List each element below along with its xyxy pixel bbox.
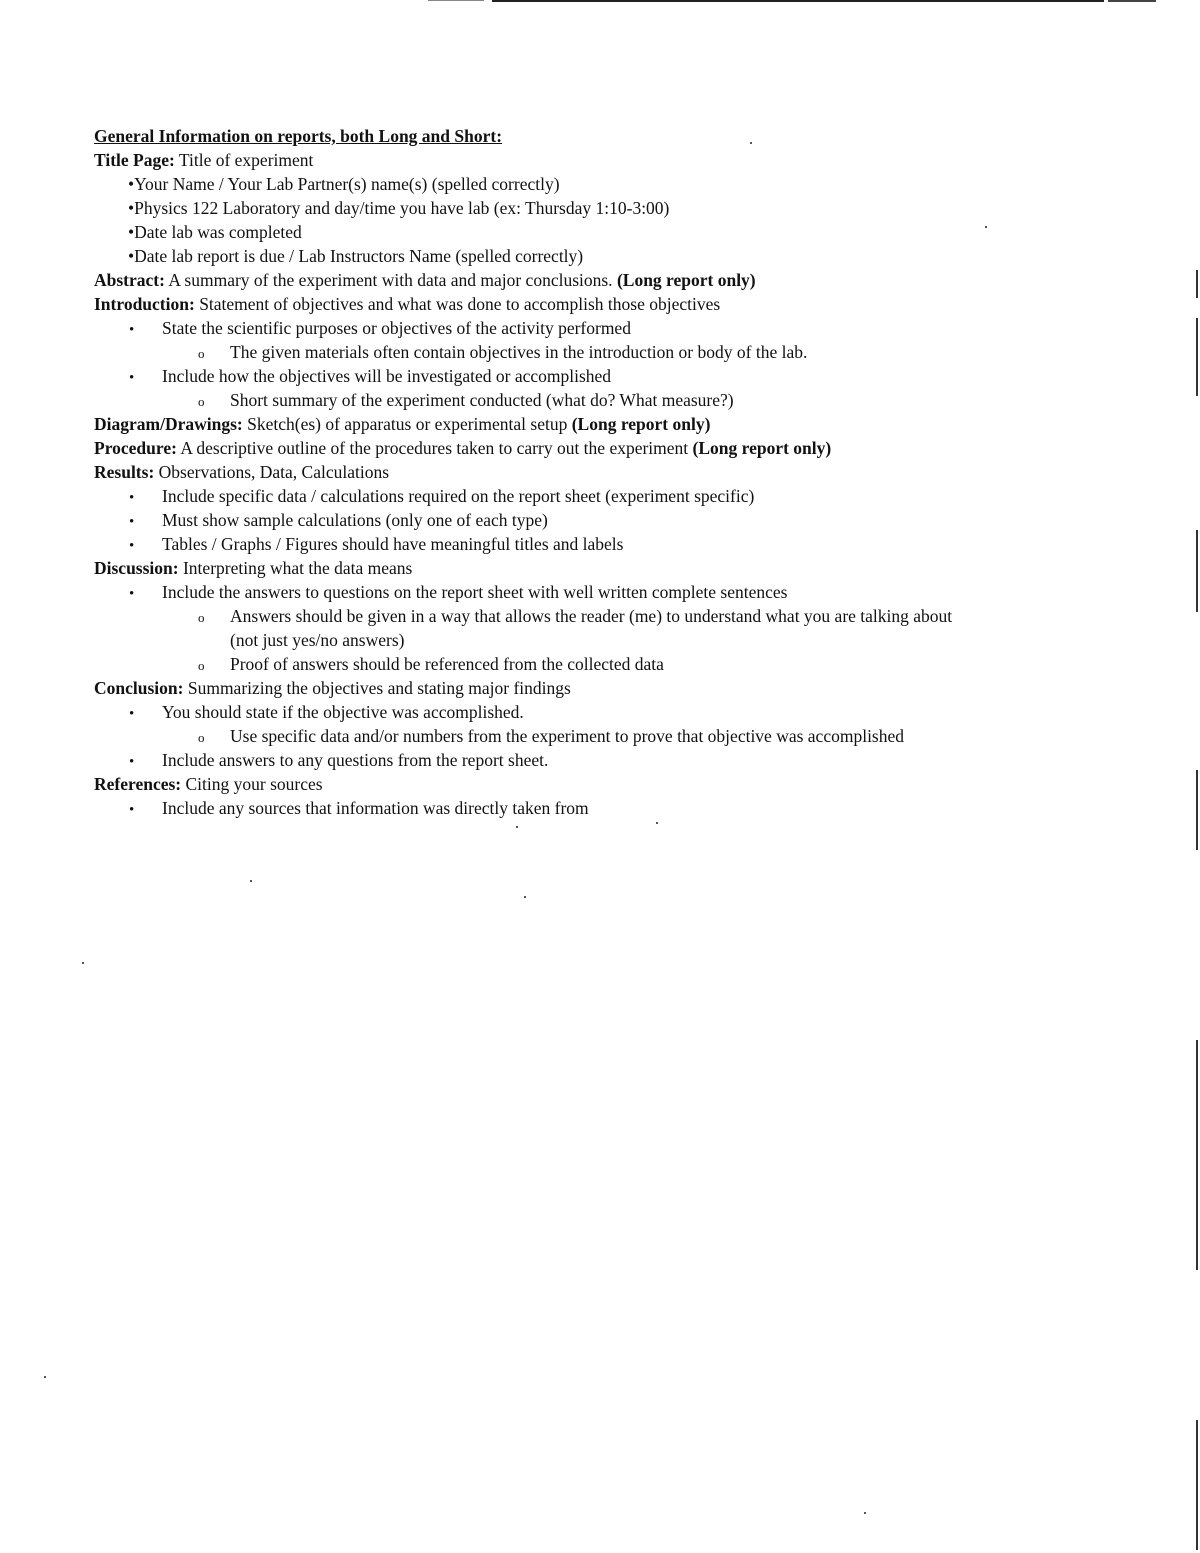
scan-edge-mark <box>1196 1420 1198 1550</box>
scan-top-rule <box>492 0 1104 2</box>
abstract-text: A summary of the experiment with data and major conclusions. <box>164 270 617 290</box>
diagram-term: Diagram/Drawings: <box>94 414 243 434</box>
scan-edge-mark <box>1196 318 1198 396</box>
bullet-glyph: • <box>129 514 135 530</box>
references-term: References: <box>94 774 182 794</box>
title-page-item: •Physics 122 Laboratory and day/time you have lab (ex: Thursday 1:10-3:00) <box>128 198 670 218</box>
scan-speck <box>516 826 518 828</box>
sub-bullet-glyph: o <box>198 394 205 409</box>
bullet-glyph: • <box>129 538 135 554</box>
procedure-note: (Long report only) <box>692 438 832 458</box>
bullet-glyph: • <box>129 370 135 386</box>
results-text: Observations, Data, Calculations <box>154 462 390 482</box>
scan-edge-mark <box>1196 270 1198 298</box>
title-page-item: •Date lab was completed <box>128 222 302 242</box>
scan-speck <box>985 226 987 228</box>
title-page-line <box>94 148 313 172</box>
bullet-glyph: • <box>129 322 135 338</box>
scan-edge-mark <box>1196 1040 1198 1270</box>
diagram-text: Sketch(es) of apparatus or experimental setup <box>242 414 572 434</box>
discussion-term: Discussion: <box>94 558 179 578</box>
references-line <box>94 772 323 796</box>
conclusion-sub-bullet: Use specific data and/or numbers from the experiment to prove that objective was accomplished <box>230 726 905 746</box>
discussion-sub-bullet-continued: (not just yes/no answers) <box>230 630 405 650</box>
scan-speck <box>864 1512 866 1514</box>
scan-speck <box>524 896 526 898</box>
introduction-term: Introduction: <box>94 294 195 314</box>
diagram-note: (Long report only) <box>571 414 711 434</box>
scan-speck <box>82 962 84 964</box>
results-term: Results: <box>94 462 155 482</box>
diagram-line <box>94 412 710 436</box>
scan-edge-mark <box>1196 530 1198 612</box>
procedure-line <box>94 436 831 460</box>
results-bullet: Must show sample calculations (only one of each type) <box>162 510 548 530</box>
title-page-item: •Your Name / Your Lab Partner(s) name(s) (spelled correctly) <box>128 174 560 194</box>
introduction-sub-bullet: The given materials often contain objectives in the introduction or body of the lab. <box>230 342 808 362</box>
references-bullet: Include any sources that information was directly taken from <box>162 798 589 818</box>
discussion-sub-bullet: Answers should be given in a way that allows the reader (me) to understand what you are talking about <box>230 606 953 626</box>
results-bullet: Include specific data / calculations required on the report sheet (experiment specific) <box>162 486 755 506</box>
conclusion-line <box>94 676 571 700</box>
abstract-term: Abstract: <box>94 270 165 290</box>
sub-bullet-glyph: o <box>198 346 205 361</box>
bullet-glyph: • <box>129 802 135 818</box>
results-bullet: Tables / Graphs / Figures should have meaningful titles and labels <box>162 534 624 554</box>
introduction-bullet: State the scientific purposes or objectives of the activity performed <box>162 318 631 338</box>
introduction-sub-bullet: Short summary of the experiment conducted (what do? What measure?) <box>230 390 734 410</box>
title-page-item: •Date lab report is due / Lab Instructors Name (spelled correctly) <box>128 246 584 266</box>
scan-speck <box>656 822 658 824</box>
scan-speck <box>750 142 752 144</box>
abstract-line <box>94 268 756 292</box>
conclusion-term: Conclusion: <box>94 678 184 698</box>
bullet-glyph: • <box>129 754 135 770</box>
discussion-bullet: Include the answers to questions on the report sheet with well written complete sentences <box>162 582 788 602</box>
introduction-bullet: Include how the objectives will be investigated or accomplished <box>162 366 612 386</box>
title-page-term: Title Page: <box>94 150 175 170</box>
scan-top-mark <box>428 0 484 1</box>
sub-bullet-glyph: o <box>198 658 205 673</box>
references-text: Citing your sources <box>181 774 323 794</box>
bullet-glyph: • <box>129 586 135 602</box>
sub-bullet-glyph: o <box>198 610 205 625</box>
scan-speck <box>250 880 252 882</box>
bullet-glyph: • <box>129 706 135 722</box>
bullet-glyph: • <box>129 490 135 506</box>
introduction-text: Statement of objectives and what was done to accomplish those objectives <box>194 294 721 314</box>
abstract-note: (Long report only) <box>616 270 756 290</box>
discussion-line <box>94 556 412 580</box>
introduction-line <box>94 292 720 316</box>
discussion-text: Interpreting what the data means <box>178 558 413 578</box>
procedure-term: Procedure: <box>94 438 177 458</box>
conclusion-bullet: You should state if the objective was accomplished. <box>162 702 524 722</box>
conclusion-bullet: Include answers to any questions from the report sheet. <box>162 750 549 770</box>
scan-speck <box>44 1376 46 1378</box>
procedure-text: A descriptive outline of the procedures taken to carry out the experiment <box>176 438 693 458</box>
scan-top-rule-right <box>1108 0 1156 2</box>
results-line <box>94 460 389 484</box>
scan-edge-mark <box>1196 770 1198 850</box>
title-page-text: Title of experiment <box>174 150 314 170</box>
section-heading: General Information on reports, both Long and Short: <box>94 126 503 146</box>
sub-bullet-glyph: o <box>198 730 205 745</box>
conclusion-text: Summarizing the objectives and stating major findings <box>183 678 571 698</box>
discussion-sub-bullet: Proof of answers should be referenced from the collected data <box>230 654 664 674</box>
